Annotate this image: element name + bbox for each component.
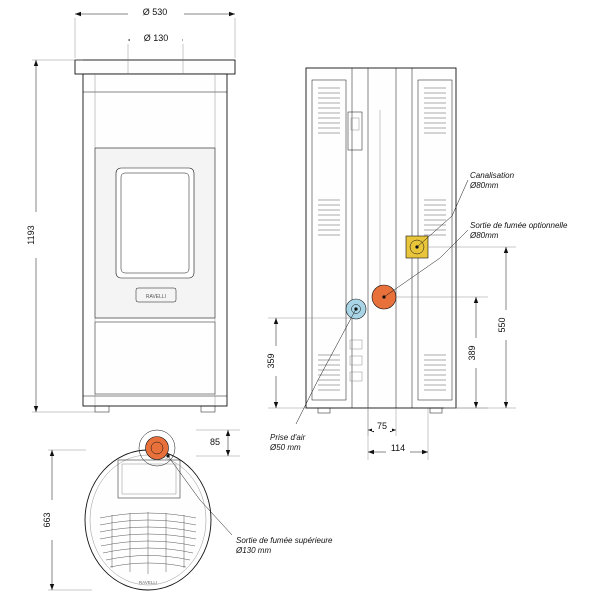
- front-elevation-view: [75, 60, 235, 412]
- callout-optional-flue-line2: Ø80mm: [470, 231, 499, 240]
- dim-label-1193: 1193: [26, 225, 36, 245]
- dim-label-85: 85: [209, 437, 221, 447]
- dim-label-75: 75: [376, 421, 388, 431]
- callout-top-flue-line2: Ø130 mm: [236, 546, 272, 555]
- dim-label-389: 389: [467, 345, 477, 361]
- dim-label-130: Ø 130: [143, 33, 169, 43]
- callout-air-inlet-line1: Prise d'air: [270, 433, 306, 442]
- front-foot-right: [201, 406, 215, 412]
- side-section-view: [306, 68, 456, 413]
- dim-offset-75: [368, 408, 396, 436]
- callout-canalisation-line1: Canalisation: [470, 171, 515, 180]
- side-foot-right: [430, 408, 442, 413]
- callout-top-flue-line1: Sortie de fumée supérieure: [236, 536, 333, 545]
- callout-canalisation-line2: Ø80mm: [470, 181, 499, 190]
- front-foot-left: [95, 406, 109, 412]
- dim-plan-depth: [42, 450, 92, 590]
- dim-label-114: 114: [390, 443, 406, 453]
- dim-label-550: 550: [497, 317, 507, 333]
- front-top-plate: [75, 60, 235, 74]
- front-door-glass: [116, 168, 194, 278]
- callout-air-inlet-line2: Ø50 mm: [270, 443, 301, 452]
- side-body: [306, 68, 456, 408]
- dim-offset-114: [368, 408, 428, 460]
- callout-optional-flue-line1: Sortie de fumée optionnelle: [470, 221, 568, 230]
- plan-brand-text: RAVELLI: [138, 580, 158, 585]
- plan-flue-circle: [146, 437, 169, 460]
- dim-label-530: Ø 530: [142, 7, 168, 17]
- top-plan-view: [85, 430, 211, 590]
- dim-label-663: 663: [42, 512, 52, 528]
- side-foot-left: [318, 408, 330, 413]
- dim-plan-offset: [196, 430, 240, 456]
- dim-label-359: 359: [266, 353, 276, 369]
- brand-logo-text: RAVELLI: [145, 294, 167, 300]
